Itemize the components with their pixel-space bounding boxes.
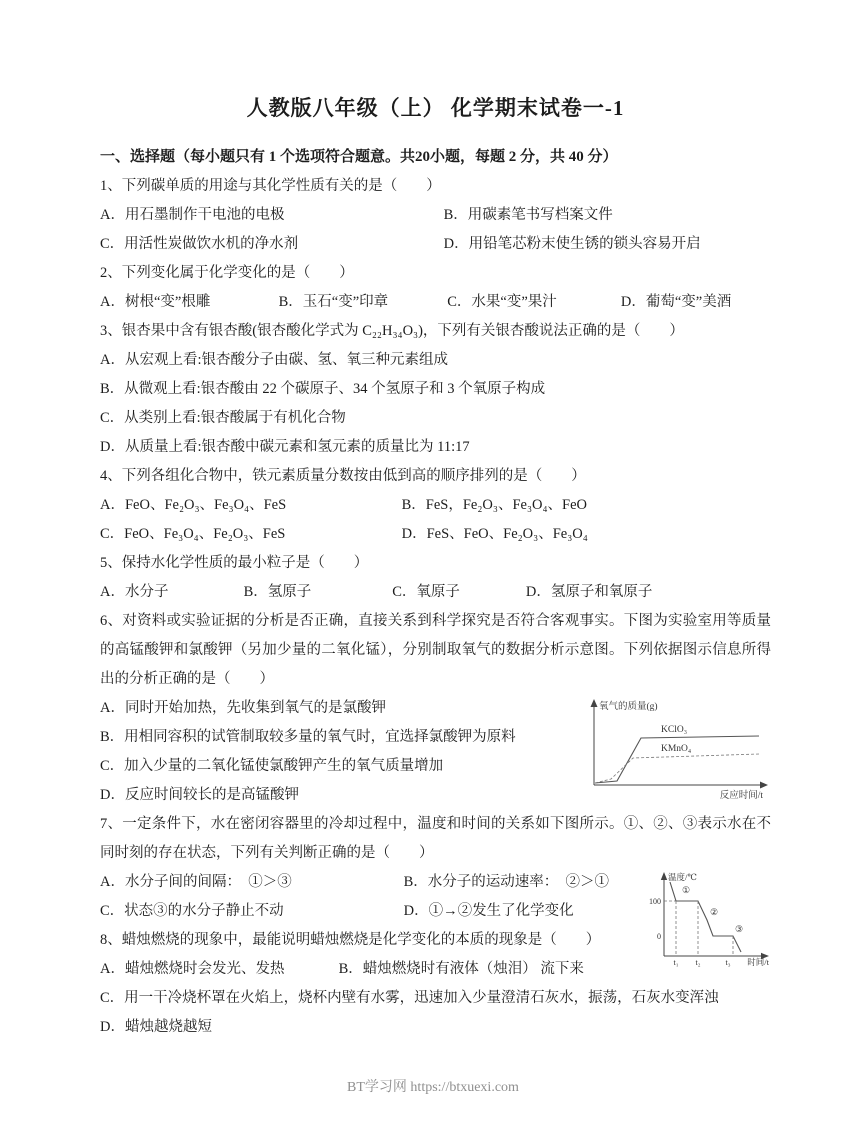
option-4b: B．FeS，Fe₂O₃、Fe₃O₄、FeO bbox=[401, 497, 587, 513]
option-8c: C．用一干冷烧杯罩在火焰上，烧杯内壁有水雾，迅速加入少量澄清石灰水，振荡，石灰水变浑浊 bbox=[100, 990, 719, 1006]
option-6d: D．反应时间较长的是高锰酸钾 bbox=[100, 787, 299, 803]
option-7d: D．①→②发生了化学变化 bbox=[403, 903, 574, 919]
page-footer: BT学习网 https://btxuexi.com bbox=[347, 1080, 519, 1095]
option-8a: A．蜡烛燃烧时会发光、发热 bbox=[100, 961, 285, 977]
kmno4-curve bbox=[595, 754, 759, 783]
xtick-t2: t₂ bbox=[695, 958, 701, 967]
oxygen-mass-chart bbox=[581, 696, 771, 801]
option-1d: D．用铅笔芯粉末使生锈的锁头容易开启 bbox=[443, 236, 701, 252]
state-3-label: ③ bbox=[735, 924, 744, 934]
section-heading: 一、选择题（每小题只有 1 个选项符合题意。共20小题，每题 2 分，共 40 分） bbox=[100, 149, 618, 165]
option-5a: A．水分子 bbox=[100, 584, 169, 600]
option-5c: C．氧原子 bbox=[392, 584, 460, 600]
xtick-t3: t₃ bbox=[725, 958, 731, 967]
question-2 bbox=[100, 259, 771, 317]
question-2-row bbox=[100, 288, 771, 317]
question-6-body bbox=[100, 694, 771, 810]
option-6c: C．加入少量的二氧化锰使氯酸钾产生的氧气质量增加 bbox=[100, 758, 444, 774]
xtick-t1: t₁ bbox=[673, 958, 679, 967]
question-3 bbox=[100, 317, 771, 462]
option-8b: B．蜡烛燃烧时有液体（烛泪） 流下来 bbox=[338, 961, 584, 977]
option-7b: B．水分子的运动速率： ②＞① bbox=[403, 874, 610, 890]
cooling-chart-xlabel: 时间/t bbox=[747, 957, 769, 967]
question-2-stem: 2、下列变化属于化学变化的是（ ） bbox=[100, 265, 354, 281]
oxygen-chart-xlabel: 反应时间/t bbox=[719, 791, 763, 801]
option-3d: D．从质量上看:银杏酸中碳元素和氢元素的质量比为 11:17 bbox=[100, 439, 470, 455]
kmno4-series-label: KMnO₄ bbox=[661, 744, 692, 754]
option-3c: C．从类别上看:银杏酸属于有机化合物 bbox=[100, 410, 346, 426]
option-1a: A．用石墨制作干电池的电极 bbox=[100, 207, 285, 223]
cooling-curve bbox=[670, 882, 744, 952]
question-5-row bbox=[100, 578, 771, 607]
question-4-row-ab bbox=[100, 491, 771, 520]
option-3b: B．从微观上看:银杏酸由 22 个碳原子、34 个氢原子和 3 个氧原子构成 bbox=[100, 381, 546, 397]
ytick-100: 100 bbox=[649, 897, 661, 906]
question-4 bbox=[100, 462, 771, 549]
state-1-label: ① bbox=[682, 885, 691, 895]
option-4c: C．FeO、Fe₃O₄、Fe₂O₃、FeS bbox=[100, 526, 286, 542]
question-7-stem: 7、一定条件下，水在密闭容器里的冷却过程中，温度和时间的关系如下图所示。①、②、③表示水在不同时刻的存在状态，下列有关判断正确的是（ ） bbox=[100, 816, 771, 861]
option-4a: A．FeO、Fe₂O₃、Fe₃O₄、FeS bbox=[100, 497, 287, 513]
question-5 bbox=[100, 549, 771, 607]
state-2-label: ② bbox=[710, 907, 719, 917]
question-8-stem: 8、蜡烛燃烧的现象中，最能说明蜡烛燃烧是化学变化的本质的现象是（ ） bbox=[100, 932, 601, 948]
option-6a: A．同时开始加热，先收集到氧气的是氯酸钾 bbox=[100, 700, 386, 716]
question-4-stem: 4、下列各组化合物中，铁元素质量分数按由低到高的顺序排列的是（ ） bbox=[100, 468, 586, 484]
question-1 bbox=[100, 172, 771, 259]
option-7c: C．状态③的水分子静止不动 bbox=[100, 903, 284, 919]
option-4d: D．FeS、FeO、Fe₂O₃、Fe₃O₄ bbox=[401, 526, 588, 542]
question-8-row-c bbox=[100, 984, 771, 1013]
option-6b: B．用相同容积的试管制取较多量的氧气时，宜选择氯酸钾为原料 bbox=[100, 729, 516, 745]
question-3-stem: 3、银杏果中含有银杏酸(银杏酸化学式为 C₂₂H₃₄O₃)，下列有关银杏酸说法正确的是（ ） bbox=[100, 323, 684, 339]
option-3a: A．从宏观上看:银杏酸分子由碳、氢、氧三种元素组成 bbox=[100, 352, 448, 368]
option-7a: A．水分子间的间隔： ①＞③ bbox=[100, 874, 292, 890]
question-3-row-b bbox=[100, 375, 771, 404]
question-8-row-d bbox=[100, 1013, 771, 1042]
option-5b: B．氢原子 bbox=[243, 584, 312, 600]
option-1c: C．用活性炭做饮水机的净水剂 bbox=[100, 236, 299, 252]
question-6-stem: 6、对资料或实验证据的分析是否正确，直接关系到科学探究是否符合客观事实。下图为实验室用等质量的高锰酸钾和氯酸钾（另加少量的二氧化锰），分别制取氧气的数据分析示意图。下列依据图示信息所得出的分析正确的是（ ） bbox=[100, 613, 771, 687]
option-5d: D．氢原子和氧原子 bbox=[525, 584, 653, 600]
question-1-row-ab bbox=[100, 201, 771, 230]
option-1b: B．用碳素笔书写档案文件 bbox=[443, 207, 613, 223]
question-5-stem: 5、保持水化学性质的最小粒子是（ ） bbox=[100, 555, 369, 571]
ytick-0: 0 bbox=[657, 932, 661, 941]
option-2b: B．玉石“变”印章 bbox=[278, 294, 389, 310]
option-2c: C．水果“变”果汁 bbox=[447, 294, 557, 310]
option-2d: D．葡萄“变”美酒 bbox=[620, 294, 732, 310]
paper-title: 人教版八年级（上） 化学期末试卷一-1 bbox=[246, 96, 625, 120]
kclo3-series-label: KClO₃ bbox=[661, 725, 688, 735]
option-2a: A．树根“变”根雕 bbox=[100, 294, 211, 310]
question-3-row-cd bbox=[100, 404, 771, 462]
cooling-curve-chart bbox=[636, 870, 771, 970]
cooling-chart-ylabel: 温度/℃ bbox=[668, 872, 697, 882]
oxygen-chart-ylabel: 氧气的质量(g) bbox=[599, 702, 658, 712]
question-1-row-cd bbox=[100, 230, 771, 259]
question-6 bbox=[100, 607, 771, 810]
question-4-row-cd bbox=[100, 520, 771, 549]
question-3-row-a bbox=[100, 346, 771, 375]
question-1-stem: 1、下列碳单质的用途与其化学性质有关的是（ ） bbox=[100, 178, 441, 194]
option-8d: D．蜡烛越烧越短 bbox=[100, 1019, 212, 1035]
